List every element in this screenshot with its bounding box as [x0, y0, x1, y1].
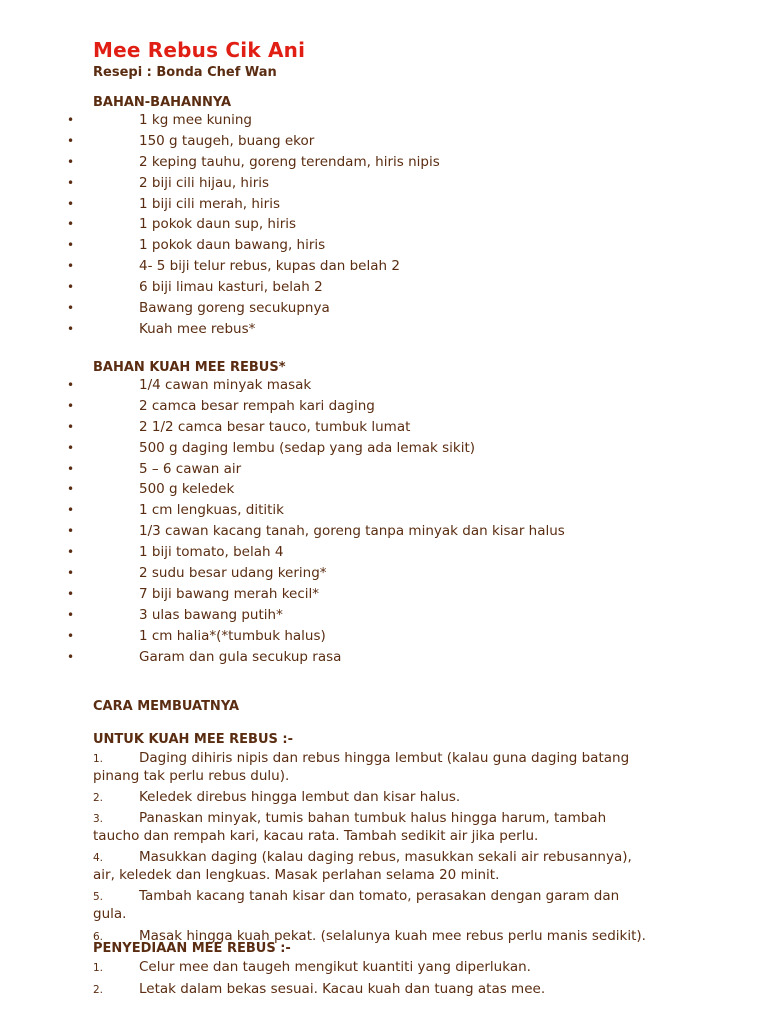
- bullet-icon: •: [67, 607, 75, 622]
- ingredients-heading: BAHAN-BAHANNYA: [93, 95, 232, 110]
- ingredient-text: 2 keping tauhu, goreng terendam, hiris nipis: [139, 153, 440, 170]
- ingredient-text: 7 biji bawang merah kecil*: [139, 585, 320, 602]
- bullet-icon: •: [67, 175, 75, 190]
- bullet-icon: •: [67, 482, 75, 497]
- step-text: Tambah kacang tanah kisar dan tomato, perasakan dengan garam dan gula.: [93, 888, 620, 922]
- method-step: [0, 980, 768, 998]
- ingredient-text: 6 biji limau kasturi, belah 2: [139, 279, 323, 296]
- ingredient-text: 4- 5 biji telur rebus, kupas dan belah 2: [139, 258, 400, 275]
- ingredient-text: Garam dan gula secukup rasa: [139, 648, 342, 665]
- ingredient-text: 3 ulas bawang putih*: [139, 606, 283, 623]
- ingredient-text: 1 pokok daun sup, hiris: [139, 216, 297, 233]
- method-step: [0, 958, 768, 976]
- bullet-icon: •: [67, 259, 75, 274]
- step-number: 3.: [93, 813, 104, 825]
- step-number: 2.: [93, 792, 104, 804]
- bullet-icon: •: [67, 398, 75, 413]
- step-text: Daging dihiris nipis dan rebus hingga lembut (kalau guna daging batang pinang tak perlu rebus dulu).: [93, 750, 630, 784]
- step-text: Letak dalam bekas sesuai. Kacau kuah dan tuang atas mee.: [139, 981, 546, 997]
- step-text: Masukkan daging (kalau daging rebus, masukkan sekali air rebusannya), air, keledek dan lengkuas. Masak perlahan selama 20 minit.: [93, 849, 632, 883]
- ingredient-text: 1 cm halia*(*tumbuk halus): [139, 627, 326, 644]
- ingredient-text: 1 biji tomato, belah 4: [139, 544, 284, 561]
- bullet-icon: •: [67, 524, 75, 539]
- bullet-icon: •: [67, 280, 75, 295]
- bullet-icon: •: [67, 154, 75, 169]
- step-number: 6.: [93, 931, 104, 943]
- method-step: [0, 809, 768, 845]
- bullet-icon: •: [67, 321, 75, 336]
- ingredient-text: 150 g taugeh, buang ekor: [139, 132, 315, 149]
- step-text: Keledek direbus hingga lembut dan kisar halus.: [139, 789, 461, 805]
- ingredient-text: 2 sudu besar udang kering*: [139, 565, 327, 582]
- bullet-icon: •: [67, 196, 75, 211]
- bullet-icon: •: [67, 461, 75, 476]
- ingredient-text: 1/4 cawan minyak masak: [139, 377, 312, 393]
- bullet-icon: •: [67, 628, 75, 643]
- ingredient-text: 1 cm lengkuas, dititik: [139, 502, 284, 519]
- step-number: 4.: [93, 852, 104, 864]
- step-number: 1.: [93, 962, 104, 974]
- ingredient-text: 2 biji cili hijau, hiris: [139, 174, 270, 191]
- ingredient-text: 500 g daging lembu (sedap yang ada lemak sikit): [139, 439, 476, 456]
- bullet-icon: •: [67, 545, 75, 560]
- bullet-icon: •: [67, 133, 75, 148]
- bullet-icon: •: [67, 586, 75, 601]
- method-step: [0, 749, 768, 785]
- ingredient-text: 2 1/2 camca besar tauco, tumbuk lumat: [139, 418, 411, 435]
- step-text: Celur mee dan taugeh mengikut kuantiti yang diperlukan.: [139, 959, 531, 975]
- bullet-icon: •: [67, 566, 75, 581]
- step-text: Masak hingga kuah pekat. (selalunya kuah mee rebus perlu manis sedikit).: [139, 928, 646, 944]
- recipe-source: Resepi : Bonda Chef Wan: [93, 65, 277, 80]
- ingredient-text: Bawang goreng secukupnya: [139, 300, 330, 317]
- ingredient-text: 5 – 6 cawan air: [139, 460, 242, 477]
- method-step: [0, 887, 768, 923]
- bullet-icon: •: [67, 301, 75, 316]
- step-number: 5.: [93, 891, 104, 903]
- broth-method-steps: [0, 749, 768, 949]
- bullet-icon: •: [67, 113, 75, 127]
- step-number: 1.: [93, 753, 104, 765]
- ingredient-text: 1 kg mee kuning: [139, 112, 253, 128]
- bullet-icon: •: [67, 419, 75, 434]
- bullet-icon: •: [67, 440, 75, 455]
- ingredient-text: 500 g keledek: [139, 481, 235, 498]
- step-number: 2.: [93, 984, 104, 996]
- step-text: Panaskan minyak, tumis bahan tumbuk halus hingga harum, tambah taucho dan rempah kari, kacau rata. Tambah sedikit air jika perlu.: [93, 810, 607, 844]
- bullet-icon: •: [67, 238, 75, 253]
- ingredient-text: 1 biji cili merah, hiris: [139, 195, 281, 212]
- method-step: [0, 848, 768, 884]
- bullet-icon: •: [67, 217, 75, 232]
- serving-method-steps: [0, 958, 768, 1002]
- broth-method-heading: UNTUK KUAH MEE REBUS :-: [93, 732, 293, 747]
- ingredient-text: 1/3 cawan kacang tanah, goreng tanpa minyak dan kisar halus: [139, 523, 565, 540]
- serving-method-heading: PENYEDIAAN MEE REBUS :-: [93, 941, 291, 956]
- bullet-icon: •: [67, 503, 75, 518]
- ingredient-text: Kuah mee rebus*: [139, 320, 256, 337]
- method-heading: CARA MEMBUATNYA: [93, 699, 240, 714]
- ingredient-text: 2 camca besar rempah kari daging: [139, 397, 375, 414]
- bullet-icon: •: [67, 649, 75, 664]
- broth-ingredients-heading: BAHAN KUAH MEE REBUS*: [93, 360, 286, 375]
- method-step: [0, 788, 768, 806]
- recipe-title: Mee Rebus Cik Ani: [93, 38, 306, 62]
- bullet-icon: •: [67, 378, 75, 392]
- ingredient-text: 1 pokok daun bawang, hiris: [139, 237, 326, 254]
